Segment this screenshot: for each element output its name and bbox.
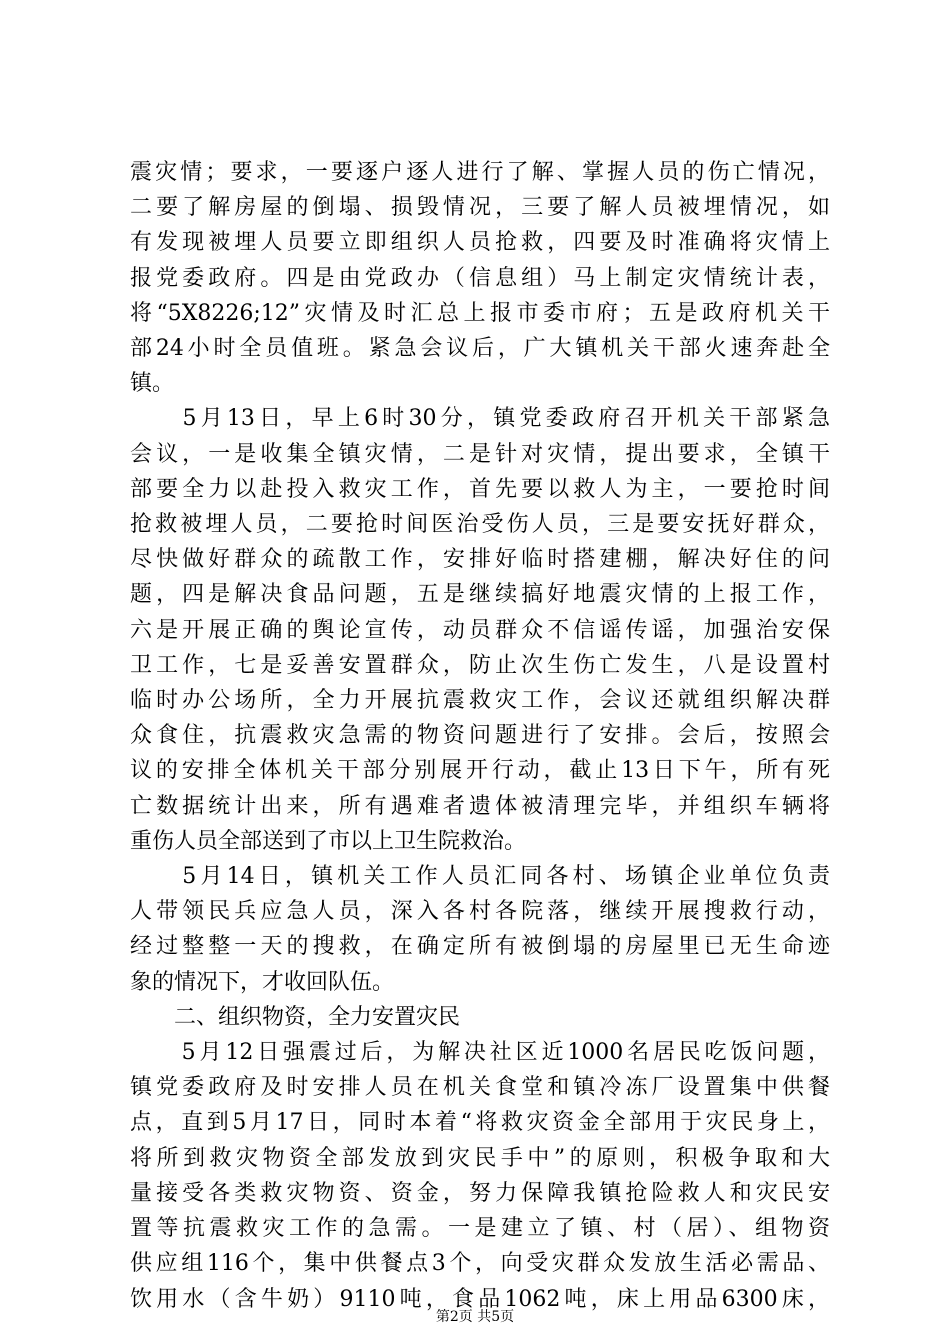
text-line: 饮用水（含牛奶）9110吨，食品1062吨，床上用品6300床，	[130, 1286, 830, 1312]
text-line: 部要全力以赴投入救灾工作，首先要以救人为主，一要抢时间	[130, 476, 830, 502]
document-body	[130, 155, 830, 1317]
text-line: 经过整整一天的搜救，在确定所有被倒塌的房屋里已无生命迹	[130, 934, 830, 960]
text-line: 尽快做好群众的疏散工作，安排好临时搭建棚，解决好住的问	[130, 547, 830, 573]
text-line: 二要了解房屋的倒塌、损毁情况，三要了解人员被埋情况，如	[130, 195, 830, 221]
text-line: 报党委政府。四是由党政办（信息组）马上制定灾情统计表，	[130, 265, 830, 291]
page-footer: 第2页 共5页	[435, 1309, 515, 1325]
text-line: 卫工作，七是妥善安置群众，防止次生伤亡发生，八是设置村	[130, 652, 830, 678]
text-line: 二、组织物资，全力安置灾民	[130, 1004, 461, 1030]
text-line: 供应组116个，集中供餐点3个，向受灾群众发放生活必需品、	[130, 1251, 830, 1277]
text-line: 有发现被埋人员要立即组织人员抢救，四要及时准确将灾情上	[130, 230, 830, 256]
text-line: 将所到救灾物资全部发放到灾民手中”的原则，积极争取和大	[130, 1145, 830, 1171]
text-line: 镇党委政府及时安排人员在机关食堂和镇冷冻厂设置集中供餐	[130, 1075, 830, 1101]
text-line: 将“5X8226;12”灾情及时汇总上报市委市府；五是政府机关干	[130, 300, 830, 326]
text-line: 5月12日强震过后，为解决社区近1000名居民吃饭问题，	[130, 1040, 830, 1066]
text-line: 抢救被埋人员，二要抢时间医治受伤人员，三是要安抚好群众，	[130, 512, 830, 538]
text-line: 人带领民兵应急人员，深入各村各院落，继续开展搜救行动，	[130, 899, 830, 925]
text-line: 象的情况下，才收回队伍。	[130, 969, 395, 995]
text-line: 题，四是解决食品问题，五是继续搞好地震灾情的上报工作，	[130, 582, 830, 608]
text-line: 会议，一是收集全镇灾情，二是针对灾情，提出要求，全镇干	[130, 441, 830, 467]
text-line: 震灾情；要求，一要逐户逐人进行了解、掌握人员的伤亡情况，	[130, 160, 830, 185]
text-line: 5月14日，镇机关工作人员汇同各村、场镇企业单位负责	[130, 864, 830, 890]
text-line: 议的安排全体机关干部分别展开行动，截止13日下午，所有死	[130, 758, 830, 784]
text-line: 重伤人员全部送到了市以上卫生院救治。	[130, 828, 527, 854]
text-line: 众食住，抗震救灾急需的物资问题进行了安排。会后，按照会	[130, 723, 830, 749]
text-line: 部24小时全员值班。紧急会议后，广大镇机关干部火速奔赴全	[130, 336, 830, 362]
text-line: 六是开展正确的舆论宣传，动员群众不信谣传谣，加强治安保	[130, 617, 830, 643]
text-line: 置等抗震救灾工作的急需。一是建立了镇、村（居）、组物资	[130, 1216, 830, 1242]
text-line: 临时办公场所，全力开展抗震救灾工作，会议还就组织解决群	[130, 688, 830, 714]
text-line: 5月13日，早上6时30分，镇党委政府召开机关干部紧急	[130, 406, 830, 432]
text-line: 量接受各类救灾物资、资金，努力保障我镇抢险救人和灾民安	[130, 1180, 830, 1206]
text-line: 点，直到5月17日，同时本着“将救灾资金全部用于灾民身上，	[130, 1110, 830, 1136]
text-line: 镇。	[130, 371, 175, 397]
text-line: 亡数据统计出来，所有遇难者遗体被清理完毕，并组织车辆将	[130, 793, 830, 819]
